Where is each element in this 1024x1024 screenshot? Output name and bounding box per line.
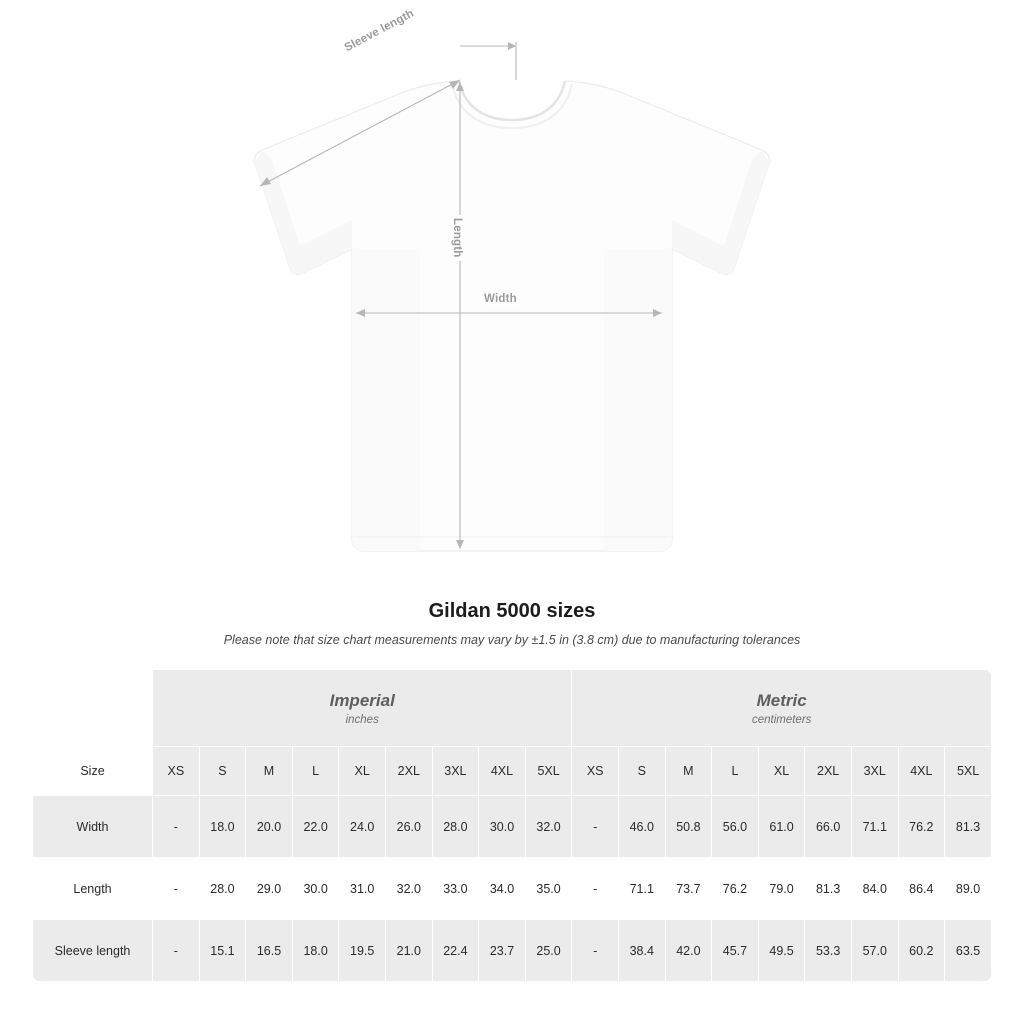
cell-sleeve-imperial-4xl: 23.7 (479, 920, 526, 982)
col-header-metric-s: S (618, 747, 665, 796)
cell-width-imperial-3xl: 28.0 (432, 796, 479, 858)
cell-length-metric-2xl: 81.3 (805, 858, 852, 920)
cell-length-imperial-m: 29.0 (246, 858, 293, 920)
col-header-metric-m: M (665, 747, 712, 796)
system-imperial-unit: inches (345, 713, 379, 726)
cell-width-imperial-5xl: 32.0 (525, 796, 572, 858)
cell-length-imperial-l: 30.0 (292, 858, 339, 920)
col-header-metric-l: L (712, 747, 759, 796)
page-title: Gildan 5000 sizes (428, 600, 596, 622)
row-label-sleeve-length: Sleeve length (33, 920, 153, 982)
cell-length-metric-xl: 79.0 (758, 858, 805, 920)
col-header-imperial-5xl: 5XL (525, 747, 572, 796)
col-header-imperial-l: L (292, 747, 339, 796)
cell-width-imperial-2xl: 26.0 (386, 796, 433, 858)
size-header-row (33, 747, 992, 796)
cell-width-imperial-l: 22.0 (292, 796, 339, 858)
tolerance-note: Please note that size chart measurements may vary by ±1.5 in (3.8 cm) due to manufacturing tolerances (223, 633, 801, 647)
table-row (33, 796, 992, 858)
size-table (32, 669, 992, 982)
cell-width-metric-xl: 61.0 (758, 796, 805, 858)
cell-width-metric-3xl: 71.1 (851, 796, 898, 858)
cell-length-imperial-4xl: 34.0 (479, 858, 526, 920)
cell-length-imperial-xl: 31.0 (339, 858, 386, 920)
cell-length-imperial-s: 28.0 (199, 858, 246, 920)
col-header-metric-xs: XS (572, 747, 619, 796)
length-label: Length (451, 215, 463, 261)
cell-width-metric-l: 56.0 (712, 796, 759, 858)
system-metric-unit: centimeters (751, 713, 812, 726)
cell-width-imperial-s: 18.0 (199, 796, 246, 858)
col-header-metric-2xl: 2XL (805, 747, 852, 796)
cell-width-imperial-4xl: 30.0 (479, 796, 526, 858)
row-label-length: Length (33, 858, 153, 920)
cell-sleeve-metric-5xl: 63.5 (945, 920, 992, 982)
cell-length-metric-3xl: 84.0 (851, 858, 898, 920)
cell-sleeve-metric-s: 38.4 (618, 920, 665, 982)
table-row (33, 920, 992, 982)
cell-sleeve-metric-xl: 49.5 (758, 920, 805, 982)
col-header-metric-xl: XL (758, 747, 805, 796)
width-label: Width (481, 293, 520, 305)
tshirt-shape (254, 81, 769, 551)
cell-sleeve-imperial-5xl: 25.0 (525, 920, 572, 982)
cell-width-imperial-m: 20.0 (246, 796, 293, 858)
col-header-imperial-3xl: 3XL (432, 747, 479, 796)
cell-sleeve-metric-l: 45.7 (712, 920, 759, 982)
cell-sleeve-imperial-2xl: 21.0 (386, 920, 433, 982)
size-table-wrapper (32, 669, 992, 982)
col-header-metric-4xl: 4XL (898, 747, 945, 796)
cell-width-metric-5xl: 81.3 (945, 796, 992, 858)
col-header-imperial-4xl: 4XL (479, 747, 526, 796)
table-row (33, 858, 992, 920)
cell-length-imperial-2xl: 32.0 (386, 858, 433, 920)
cell-width-metric-4xl: 76.2 (898, 796, 945, 858)
cell-sleeve-metric-2xl: 53.3 (805, 920, 852, 982)
cell-width-metric-2xl: 66.0 (805, 796, 852, 858)
cell-width-metric-xs: - (572, 796, 619, 858)
row-label-width: Width (33, 796, 153, 858)
cell-length-metric-5xl: 89.0 (945, 858, 992, 920)
system-metric-name: Metric (756, 691, 807, 711)
cell-sleeve-imperial-s: 15.1 (199, 920, 246, 982)
col-header-imperial-xl: XL (339, 747, 386, 796)
cell-sleeve-imperial-xs: - (153, 920, 200, 982)
cell-width-metric-s: 46.0 (618, 796, 665, 858)
cell-length-imperial-xs: - (153, 858, 200, 920)
cell-sleeve-metric-xs: - (572, 920, 619, 982)
cell-width-metric-m: 50.8 (665, 796, 712, 858)
sleeve-length-label: Sleeve length (340, 6, 419, 55)
cell-length-imperial-5xl: 35.0 (525, 858, 572, 920)
col-header-imperial-m: M (246, 747, 293, 796)
col-header-metric-3xl: 3XL (851, 747, 898, 796)
title-block (0, 600, 1024, 647)
cell-sleeve-imperial-l: 18.0 (292, 920, 339, 982)
system-header-row (33, 670, 992, 747)
col-header-imperial-s: S (199, 747, 246, 796)
cell-length-metric-l: 76.2 (712, 858, 759, 920)
system-metric (572, 670, 992, 747)
cell-sleeve-imperial-xl: 19.5 (339, 920, 386, 982)
cell-sleeve-metric-4xl: 60.2 (898, 920, 945, 982)
col-header-imperial-2xl: 2XL (386, 747, 433, 796)
cell-sleeve-metric-m: 42.0 (665, 920, 712, 982)
cell-sleeve-imperial-3xl: 22.4 (432, 920, 479, 982)
cell-length-metric-4xl: 86.4 (898, 858, 945, 920)
cell-length-metric-s: 71.1 (618, 858, 665, 920)
cell-width-imperial-xl: 24.0 (339, 796, 386, 858)
system-imperial-name: Imperial (329, 691, 395, 711)
corner-cell (33, 670, 153, 747)
cell-length-metric-m: 73.7 (665, 858, 712, 920)
cell-sleeve-metric-3xl: 57.0 (851, 920, 898, 982)
cell-length-metric-xs: - (572, 858, 619, 920)
cell-width-imperial-xs: - (153, 796, 200, 858)
size-header-label: Size (33, 747, 153, 796)
cell-sleeve-imperial-m: 16.5 (246, 920, 293, 982)
system-imperial (153, 670, 572, 747)
cell-length-imperial-3xl: 33.0 (432, 858, 479, 920)
col-header-imperial-xs: XS (153, 747, 200, 796)
col-header-metric-5xl: 5XL (945, 747, 992, 796)
